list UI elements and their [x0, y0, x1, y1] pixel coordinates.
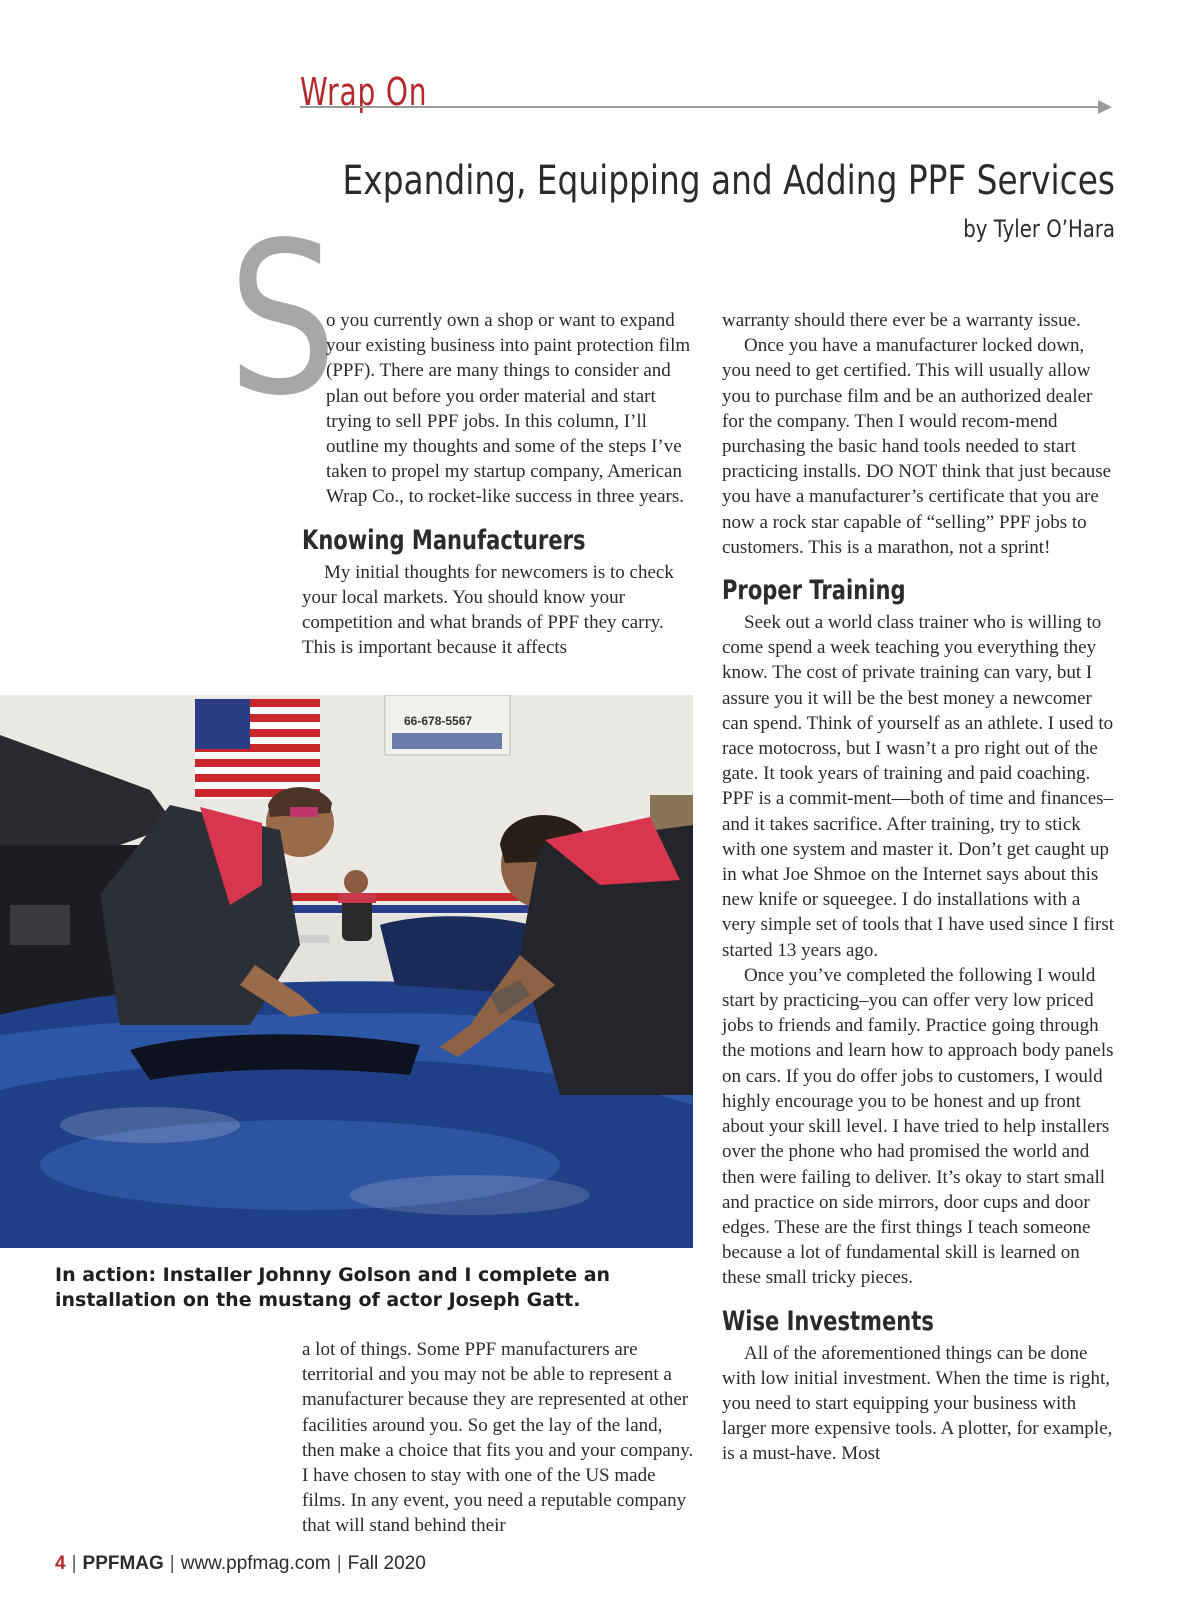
manufacturers-paragraph-1: My initial thoughts for newcomers is to check your local markets. You should know your competition and what brands of PPF they carry. This is important because it affects: [302, 561, 674, 659]
left-column-bottom: [302, 1337, 694, 1539]
footer-url: www.ppfmag.com: [180, 1553, 331, 1574]
installers-photo: [0, 695, 693, 1248]
intro-paragraph: o you currently own a shop or want to expand your existing business into paint protection film (PPF). There are many things to consider and plan out before you order material and start trying to sell PPF jobs. In this column, I’ll outline my thoughts and some of the steps I’ve taken to propel my startup company, American Wrap Co., to rocket-like success in three years.: [326, 310, 691, 508]
investments-paragraph: All of the aforementioned things can be done with low initial investment. When the time is right, you need to start equipping your business with larger more expensive tools. A plotter, for example, is a must-have. Most: [722, 1342, 1113, 1465]
warranty-paragraph: warranty should there ever be a warranty issue.: [722, 310, 1081, 331]
footer-separator: |: [336, 1553, 342, 1574]
training-paragraph-1: Seek out a world class trainer who is willing to come spend a week teaching you everything they know. The cost of private training can vary, but I assure you it will be the best money a newcomer can spend. Think of yourself as an athlete. I used to race motocross, but I wasn’t a pro right out of the gate. It took years of training and paid coaching. PPF is a commit-ment—both of time and finances–and it takes sacrifice. After training, try to stick with one system and master it. Don’t get caught up in what Joe Shmoe on the Internet says about this new knife or squeegee. I do installations with a very simple set of tools that I have used since I first started 13 years ago.: [722, 612, 1115, 961]
heading-wise-investments: Wise Investments: [722, 1305, 934, 1337]
flag-icon: [195, 699, 320, 799]
article-photo: [0, 695, 693, 1248]
heading-knowing-manufacturers: Knowing Manufacturers: [302, 524, 586, 556]
section-header: [300, 68, 1115, 116]
section-rule: [300, 106, 1100, 108]
heading-proper-training: Proper Training: [722, 575, 906, 607]
footer-brand: PPFMAG: [82, 1553, 164, 1574]
page-footer: [55, 1550, 426, 1578]
poster-phone: 66-678-5567: [404, 714, 473, 728]
byline: by Tyler O’Hara: [963, 215, 1115, 243]
manufacturers-paragraph-2: a lot of things. Some PPF manufacturers are territorial and you may not be able to represent a manufacturer because they are represented at other facilities around you. So get the lay of the land, then make a choice that fits you and your company. I have chosen to stay with one of the US made films. In any event, you need a reputable company that will stand behind their: [302, 1339, 694, 1537]
footer-separator: |: [71, 1553, 77, 1574]
footer-separator: |: [169, 1553, 175, 1574]
certified-paragraph: Once you have a manufacturer locked down, you need to get certified. This will usually allow you to purchase film and be an authorized dealer for the company. Then I would recom-mend purchasing the basic hand tools needed to start practicing installs. DO NOT think that just because you have a manufacturer’s certificate that you are now a rock star capable of “selling” PPF jobs to customers. This is a marathon, not a sprint!: [722, 335, 1112, 558]
drop-cap: S: [228, 197, 338, 442]
article-title: Expanding, Equipping and Adding PPF Services: [342, 158, 1115, 204]
training-paragraph-2: Once you’ve completed the following I would start by practicing–you can offer very low priced jobs to friends and family. Practice going through the motions and learn how to approach body panels on cars. If you do offer jobs to customers, I would highly encourage you to be honest and up front about your skill level. I have tried to help installers over the phone who had promised the world and then were failing to deliver. It’s okay to start small and practice on side mirrors, door cups and door edges. These are the first things I teach someone because a lot of fundamental skill is learned on these small tricky pieces.: [722, 964, 1114, 1289]
left-column-top: [302, 308, 694, 660]
footer-issue: Fall 2020: [347, 1553, 426, 1574]
section-title: Wrap On: [300, 70, 428, 114]
right-column: [722, 308, 1117, 1467]
page-number: 4: [55, 1553, 66, 1574]
photo-caption: In action: Installer Johnny Golson and I complete an installation on the mustang of actor Joseph Gatt.: [55, 1264, 611, 1311]
arrow-right-icon: [1098, 100, 1112, 114]
